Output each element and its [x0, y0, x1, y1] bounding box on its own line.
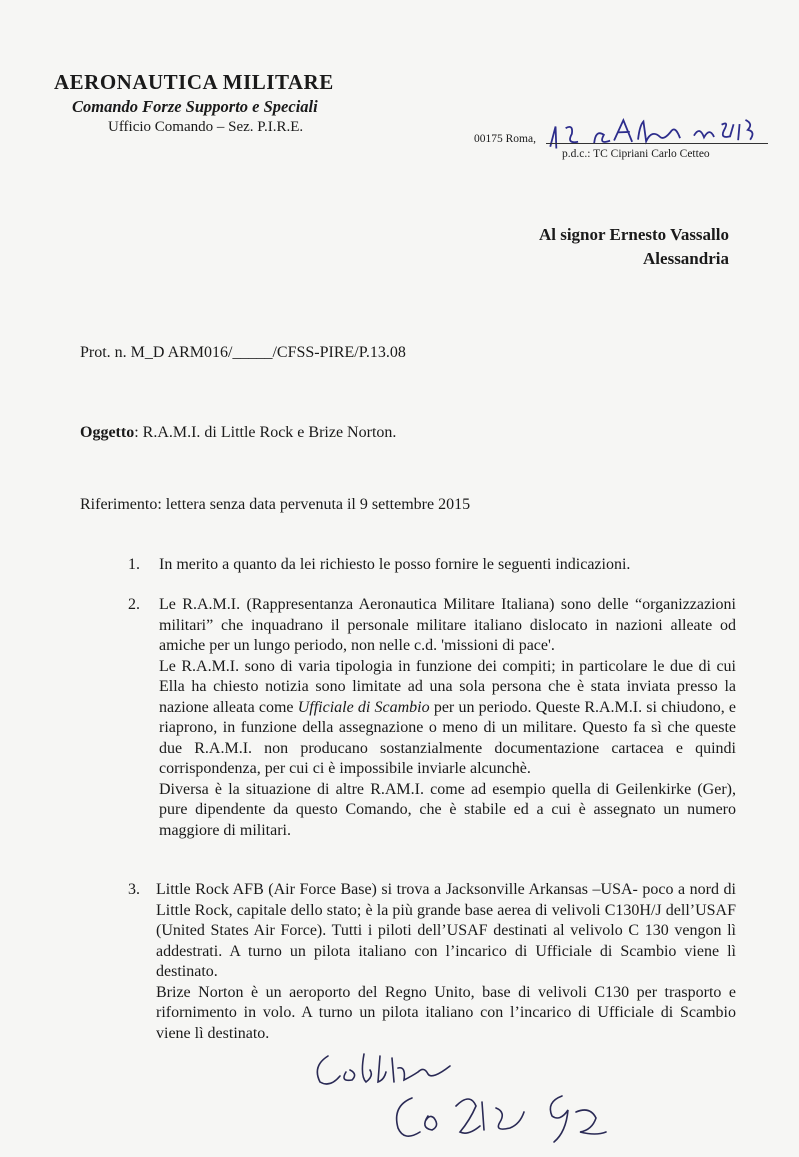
signature-scribble [300, 1036, 640, 1151]
item-number: 2. [128, 596, 140, 613]
italic-term: Ufficiale di Scambio [297, 698, 430, 716]
paragraph-part: per un periodo. Queste R.A.M.I. si chiudono, e riaprono, in funzione della assegnazione o meno di un militare. Questo fa sì che queste due R.A.M.I. non producano sostanzialmente documentazione cartacea e quindi corrispondenza, per cui ci è impossibile inviarle alcunchè. [159, 698, 737, 777]
item-paragraph: Brize Norton è un aeroporto del Regno Unito, base di velivoli C130 per trasporto e rifornimento in volo. A turno un pilota italiano con l’incarico di Ufficiale di Scambio viene lì destinato. [156, 983, 736, 1042]
list-item [128, 880, 736, 1044]
list-item [128, 595, 736, 841]
subject-line [80, 424, 396, 442]
subject-text: : R.A.M.I. di Little Rock e Brize Norton. [134, 424, 397, 441]
recipient-name: Al signor Ernesto Vassallo [538, 225, 729, 244]
recipient-city: Alessandria [643, 249, 729, 268]
subject-label: Oggetto [80, 424, 135, 441]
item-paragraph: Le R.A.M.I. (Rappresentanza Aeronautica Militare Italiana) sono delle “organizzazioni militari” che inquadrano il personale militare italiano dislocato in nazioni alleate od amiche per un lungo periodo, non nelle c.d. 'missioni di pace'. [159, 596, 736, 654]
contact-person: p.d.c.: TC Cipriani Carlo Cetteo [562, 148, 710, 160]
item-number: 3. [128, 881, 140, 898]
office-name: Ufficio Comando – Sez. P.I.R.E. [108, 119, 304, 135]
handwritten-signature [300, 1036, 640, 1151]
place-label: 00175 Roma, [474, 133, 536, 145]
item-paragraph: Little Rock AFB (Air Force Base) si trova a Jacksonville Arkansas –USA- poco a nord di Little Rock, capitale dello stato; è la più grande base aerea di velivoli C130H/J dell’USAF (United States Air Force). Tutti i piloti dell’USAF destinati al velivolo C 130 vengon lì addestrati. A turno un pilota italiano con l’incarico di Ufficiale di Scambio viene lì destinato. [156, 881, 736, 980]
organization-name: AERONAUTICA MILITARE [54, 70, 334, 94]
list-item [128, 555, 736, 576]
item-number: 1. [128, 556, 140, 573]
command-name: Comando Forze Supporto e Speciali [72, 97, 318, 116]
recipient-block [539, 223, 729, 271]
paragraph-part: Le R.A.M.I. sono di varia tipologia in funzione dei compiti; in particolare le due di cui Ella ha chiesto notizia sono limitate ad una sola persona che è stata inviata presso la nazione alleata come [159, 657, 736, 716]
item-paragraph [159, 657, 736, 780]
item-paragraph: In merito a quanto da lei richiesto le posso fornire le seguenti indicazioni. [159, 556, 631, 573]
protocol-number: Prot. n. M_D ARM016/_____/CFSS-PIRE/P.13.08 [80, 344, 406, 361]
date-underline [546, 143, 768, 144]
reference-line: Riferimento: lettera senza data pervenuta il 9 settembre 2015 [80, 496, 471, 513]
item-paragraph: Diversa è la situazione di altre R.AM.I. come ad esempio quella di Geilenkirke (Ger), pure dipendente da questo Comando, che è stabile ed a cui è assegnato un numero maggiore di militari. [159, 780, 736, 839]
